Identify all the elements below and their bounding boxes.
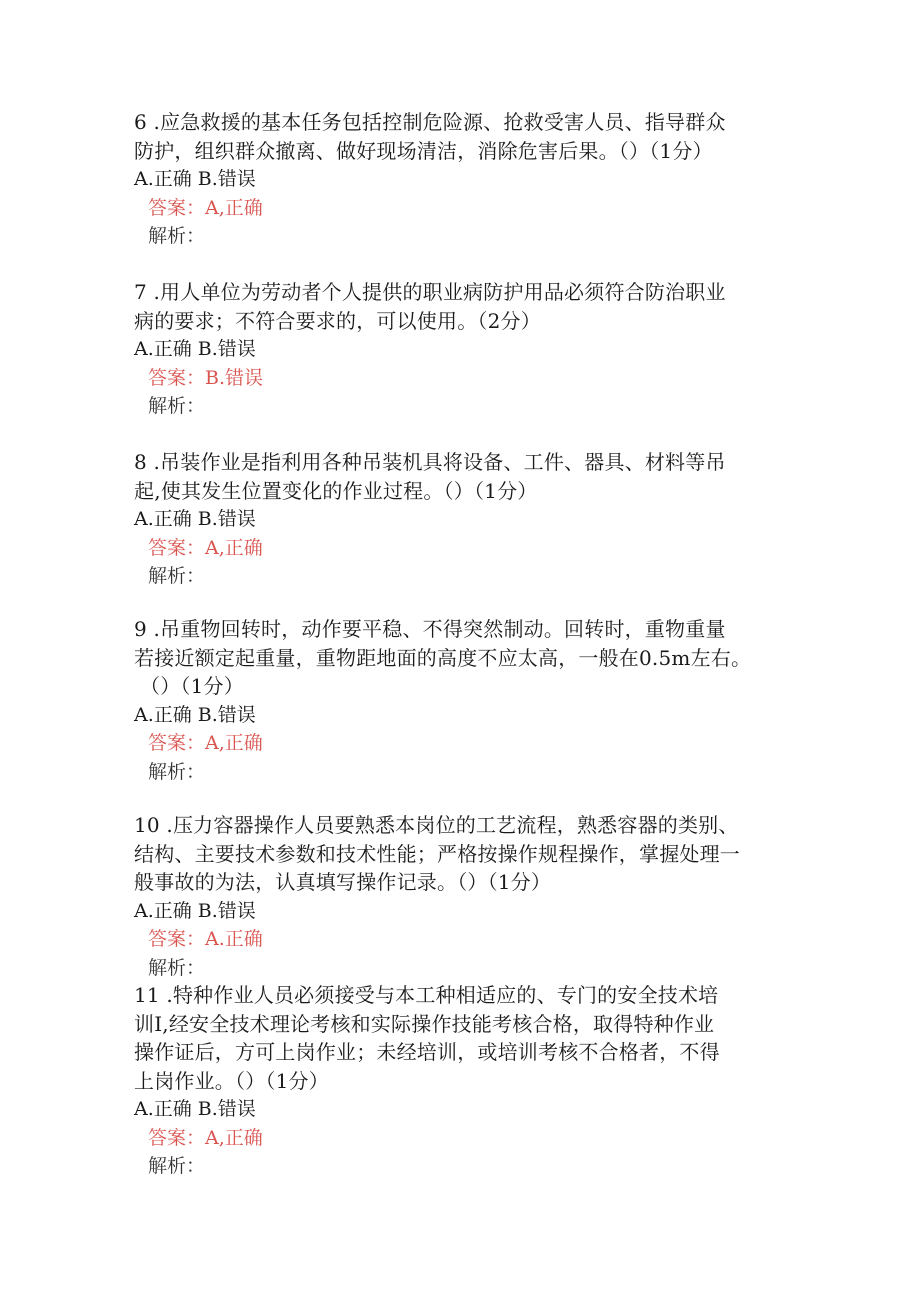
answer-options: A.正确 B.错误 (134, 508, 256, 530)
answer-options: A.正确 B.错误 (134, 899, 256, 922)
question-11 (134, 981, 794, 1181)
question-text-line: 8 .吊装作业是指利用各种吊装机具将设备、工件、器具、材料等吊 (134, 450, 726, 474)
question-6 (134, 108, 794, 251)
question-text-line: 结构、主要技术参数和技术性能；严格按操作规程操作，掌握处理一 (134, 841, 740, 866)
correct-answer: 答案：A,正确 (148, 732, 263, 754)
question-text-line: 9 .吊重物回转时，动作要平稳、不得突然制动。回转时，重物重量 (134, 617, 726, 641)
correct-answer: 答案：A,正确 (148, 1126, 263, 1149)
correct-answer: 答案：A,正确 (148, 196, 263, 219)
correct-answer: 答案：A.正确 (148, 928, 263, 950)
question-text-line: 上岗作业。（）（1分） (134, 1068, 329, 1093)
question-10 (134, 811, 794, 982)
analysis-label: 解析： (148, 956, 206, 979)
question-8 (134, 448, 794, 591)
analysis-label: 解析： (148, 565, 206, 587)
question-text-line: 7 .用人单位为劳动者个人提供的职业病防护用品必须符合防治职业 (134, 280, 726, 304)
question-text-line: 操作证后，方可上岗作业；未经培训，或培训考核不合格者，不得 (134, 1040, 720, 1064)
analysis-label: 解析： (148, 225, 206, 247)
correct-answer: 答案：B.错误 (148, 366, 264, 389)
correct-answer: 答案：A,正确 (148, 536, 263, 559)
question-text-line: 训I,经安全技术理论考核和实际操作技能考核合格，取得特种作业 (134, 1011, 715, 1036)
question-9 (134, 615, 794, 786)
question-text-line: 若接近额定起重量，重物距地面的高度不应太高，一般在0.5m左右。 (134, 645, 752, 670)
question-text-line: 6 .应急救援的基本任务包括控制危险源、抢救受害人员、指导群众 (134, 110, 726, 134)
question-text-line: 起,使其发生位置变化的作业过程。（）（1分） (134, 478, 538, 503)
question-text-line: 11 .特种作业人员必须接受与本工种相适应的、专门的安全技术培 (134, 983, 719, 1007)
question-text-line: 病的要求；不符合要求的，可以使用。（2分） (134, 308, 541, 333)
analysis-label: 解析： (148, 760, 206, 783)
question-text-line: （）（1分） (140, 674, 244, 698)
answer-options: A.正确 B.错误 (134, 703, 256, 726)
analysis-label: 解析： (148, 395, 206, 417)
question-text-line: 防护，组织群众撤离、做好现场清洁，消除危害后果。（）（1分） (134, 138, 713, 163)
answer-options: A.正确 B.错误 (134, 168, 256, 190)
analysis-label: 解析： (148, 1155, 206, 1177)
answer-options: A.正确 B.错误 (134, 1098, 256, 1120)
question-text-line: 10 .压力容器操作人员要熟悉本岗位的工艺流程，熟悉容器的类别、 (134, 813, 739, 837)
answer-options: A.正确 B.错误 (134, 338, 256, 360)
question-text-line: 般事故的为法，认真填写操作记录。（）（1分） (134, 870, 552, 894)
question-7 (134, 278, 794, 421)
